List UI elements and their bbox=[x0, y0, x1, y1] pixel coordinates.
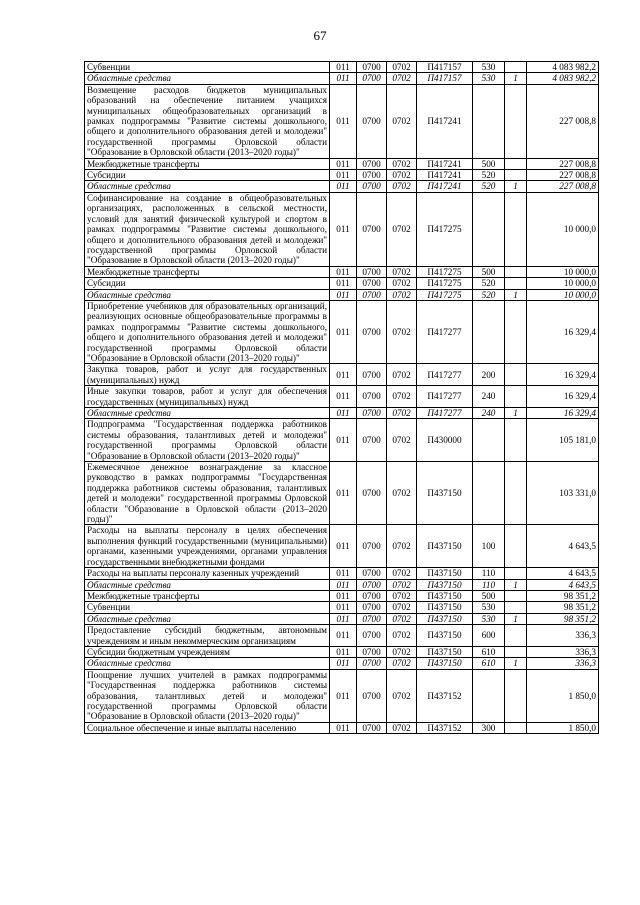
amount-cell: 4 643,5 bbox=[527, 579, 599, 590]
expense-name-cell: Субвенции bbox=[85, 602, 330, 613]
amount-cell: 4 083 982,2 bbox=[527, 73, 599, 84]
expense-name-cell: Поощрение лучших учителей в рамках подпрограммы "Государственная поддержка работников системы образования, талантливых детей и молодежи" государственной программы Орловской области "Образование в Орловской области (2013–2020 годы)" bbox=[85, 669, 330, 722]
subsection-code-cell: 0702 bbox=[387, 62, 417, 73]
target-article-cell: П437152 bbox=[417, 669, 473, 722]
expense-name-cell: Предоставление субсидий бюджетным, автономным учреждениям и иным некоммерческим организациям bbox=[85, 625, 330, 647]
amount-cell: 16 329,4 bbox=[527, 386, 599, 408]
expense-type-cell: 520 bbox=[473, 278, 505, 289]
table-row bbox=[85, 658, 599, 669]
expense-name-cell: Межбюджетные трансферты bbox=[85, 590, 330, 601]
expense-name-cell: Областные средства bbox=[85, 658, 330, 669]
expense-name-cell: Межбюджетные трансферты bbox=[85, 266, 330, 277]
expense-type-cell: 530 bbox=[473, 73, 505, 84]
ministry-code-cell: 011 bbox=[330, 568, 357, 579]
section-code-cell: 0700 bbox=[357, 73, 387, 84]
expense-type-cell: 500 bbox=[473, 266, 505, 277]
ministry-code-cell: 011 bbox=[330, 84, 357, 158]
amount-cell: 16 329,4 bbox=[527, 408, 599, 419]
table-row bbox=[85, 278, 599, 289]
expense-name-cell: Субсидии bbox=[85, 170, 330, 181]
target-article-cell: П417241 bbox=[417, 84, 473, 158]
section-code-cell: 0700 bbox=[357, 62, 387, 73]
table-row bbox=[85, 669, 599, 722]
section-code-cell: 0700 bbox=[357, 170, 387, 181]
subsection-code-cell: 0702 bbox=[387, 266, 417, 277]
amount-cell: 98 351,2 bbox=[527, 613, 599, 624]
table-row bbox=[85, 462, 599, 525]
subsection-code-cell: 0702 bbox=[387, 625, 417, 647]
funding-source-cell bbox=[505, 419, 527, 462]
target-article-cell: П437150 bbox=[417, 602, 473, 613]
amount-cell: 98 351,2 bbox=[527, 602, 599, 613]
subsection-code-cell: 0702 bbox=[387, 289, 417, 300]
expense-type-cell: 240 bbox=[473, 386, 505, 408]
expense-name-cell: Субсидии bbox=[85, 278, 330, 289]
ministry-code-cell: 011 bbox=[330, 722, 357, 733]
expense-type-cell: 110 bbox=[473, 568, 505, 579]
section-code-cell: 0700 bbox=[357, 181, 387, 192]
expense-name-cell: Областные средства bbox=[85, 408, 330, 419]
ministry-code-cell: 011 bbox=[330, 602, 357, 613]
subsection-code-cell: 0702 bbox=[387, 658, 417, 669]
ministry-code-cell: 011 bbox=[330, 646, 357, 657]
subsection-code-cell: 0702 bbox=[387, 170, 417, 181]
section-code-cell: 0700 bbox=[357, 419, 387, 462]
expense-name-cell: Софинансирование на создание в общеобразовательных организациях, расположенных в сельской местности, условий для занятий физической культурой и спортом в рамках подпрограммы "Развитие системы дошкольного, общего и дополнительного образования детей и молодежи" государственной программы Орловской области "Образование в Орловской области (2013–2020 годы)" bbox=[85, 192, 330, 266]
expense-type-cell: 520 bbox=[473, 181, 505, 192]
amount-cell: 336,3 bbox=[527, 646, 599, 657]
expense-name-cell: Расходы на выплаты персоналу казенных учреждений bbox=[85, 568, 330, 579]
section-code-cell: 0700 bbox=[357, 669, 387, 722]
ministry-code-cell: 011 bbox=[330, 300, 357, 363]
target-article-cell: П437150 bbox=[417, 525, 473, 568]
expense-type-cell: 520 bbox=[473, 289, 505, 300]
ministry-code-cell: 011 bbox=[330, 625, 357, 647]
subsection-code-cell: 0702 bbox=[387, 158, 417, 169]
target-article-cell: П437150 bbox=[417, 613, 473, 624]
expense-name-cell: Субвенции bbox=[85, 62, 330, 73]
subsection-code-cell: 0702 bbox=[387, 669, 417, 722]
expense-type-cell bbox=[473, 300, 505, 363]
expense-type-cell: 610 bbox=[473, 658, 505, 669]
ministry-code-cell: 011 bbox=[330, 419, 357, 462]
expense-type-cell bbox=[473, 192, 505, 266]
expense-name-cell: Субсидии бюджетным учреждениям bbox=[85, 646, 330, 657]
expense-name-cell: Областные средства bbox=[85, 613, 330, 624]
table-row bbox=[85, 408, 599, 419]
section-code-cell: 0700 bbox=[357, 579, 387, 590]
section-code-cell: 0700 bbox=[357, 602, 387, 613]
ministry-code-cell: 011 bbox=[330, 278, 357, 289]
subsection-code-cell: 0702 bbox=[387, 181, 417, 192]
ministry-code-cell: 011 bbox=[330, 73, 357, 84]
funding-source-cell bbox=[505, 364, 527, 386]
funding-source-cell: 1 bbox=[505, 181, 527, 192]
expense-name-cell: Подпрограмма "Государственная поддержка работников системы образования, талантливых детей и молодежи" государственной программы Орловской области "Образование в Орловской области (2013–2020 годы)" bbox=[85, 419, 330, 462]
amount-cell: 227 008,8 bbox=[527, 84, 599, 158]
table-row bbox=[85, 158, 599, 169]
ministry-code-cell: 011 bbox=[330, 266, 357, 277]
target-article-cell: П417275 bbox=[417, 192, 473, 266]
expense-name-cell: Областные средства bbox=[85, 289, 330, 300]
expense-name-cell: Областные средства bbox=[85, 579, 330, 590]
target-article-cell: П437150 bbox=[417, 462, 473, 525]
table-row bbox=[85, 419, 599, 462]
funding-source-cell bbox=[505, 170, 527, 181]
amount-cell: 105 181,0 bbox=[527, 419, 599, 462]
expense-type-cell: 500 bbox=[473, 590, 505, 601]
funding-source-cell: 1 bbox=[505, 408, 527, 419]
subsection-code-cell: 0702 bbox=[387, 419, 417, 462]
funding-source-cell bbox=[505, 590, 527, 601]
section-code-cell: 0700 bbox=[357, 158, 387, 169]
table-row bbox=[85, 602, 599, 613]
target-article-cell: П417277 bbox=[417, 408, 473, 419]
amount-cell: 16 329,4 bbox=[527, 364, 599, 386]
table-row bbox=[85, 625, 599, 647]
subsection-code-cell: 0702 bbox=[387, 192, 417, 266]
amount-cell: 103 331,0 bbox=[527, 462, 599, 525]
expense-name-cell: Областные средства bbox=[85, 73, 330, 84]
expense-name-cell: Областные средства bbox=[85, 181, 330, 192]
expense-type-cell bbox=[473, 84, 505, 158]
target-article-cell: П417275 bbox=[417, 289, 473, 300]
table-row bbox=[85, 266, 599, 277]
amount-cell: 336,3 bbox=[527, 625, 599, 647]
expense-type-cell: 520 bbox=[473, 170, 505, 181]
target-article-cell: П417157 bbox=[417, 73, 473, 84]
target-article-cell: П417241 bbox=[417, 181, 473, 192]
subsection-code-cell: 0702 bbox=[387, 462, 417, 525]
funding-source-cell bbox=[505, 278, 527, 289]
ministry-code-cell: 011 bbox=[330, 386, 357, 408]
table-row bbox=[85, 525, 599, 568]
subsection-code-cell: 0702 bbox=[387, 525, 417, 568]
table-row bbox=[85, 579, 599, 590]
subsection-code-cell: 0702 bbox=[387, 73, 417, 84]
table-row bbox=[85, 170, 599, 181]
ministry-code-cell: 011 bbox=[330, 158, 357, 169]
subsection-code-cell: 0702 bbox=[387, 408, 417, 419]
ministry-code-cell: 011 bbox=[330, 408, 357, 419]
section-code-cell: 0700 bbox=[357, 192, 387, 266]
amount-cell: 10 000,0 bbox=[527, 266, 599, 277]
amount-cell: 227 008,8 bbox=[527, 170, 599, 181]
section-code-cell: 0700 bbox=[357, 462, 387, 525]
target-article-cell: П437150 bbox=[417, 658, 473, 669]
budget-table bbox=[84, 61, 599, 734]
funding-source-cell bbox=[505, 625, 527, 647]
target-article-cell: П430000 bbox=[417, 419, 473, 462]
expense-type-cell: 240 bbox=[473, 408, 505, 419]
table-row bbox=[85, 613, 599, 624]
expense-name-cell: Закупка товаров, работ и услуг для государственных (муниципальных) нужд bbox=[85, 364, 330, 386]
target-article-cell: П437150 bbox=[417, 568, 473, 579]
expense-type-cell: 530 bbox=[473, 613, 505, 624]
funding-source-cell bbox=[505, 192, 527, 266]
table-row bbox=[85, 300, 599, 363]
target-article-cell: П417241 bbox=[417, 170, 473, 181]
table-row bbox=[85, 568, 599, 579]
funding-source-cell bbox=[505, 669, 527, 722]
target-article-cell: П417157 bbox=[417, 62, 473, 73]
expense-type-cell bbox=[473, 419, 505, 462]
funding-source-cell bbox=[505, 62, 527, 73]
funding-source-cell bbox=[505, 386, 527, 408]
expense-type-cell: 300 bbox=[473, 722, 505, 733]
section-code-cell: 0700 bbox=[357, 568, 387, 579]
funding-source-cell bbox=[505, 722, 527, 733]
target-article-cell: П417277 bbox=[417, 386, 473, 408]
funding-source-cell: 1 bbox=[505, 658, 527, 669]
subsection-code-cell: 0702 bbox=[387, 722, 417, 733]
section-code-cell: 0700 bbox=[357, 300, 387, 363]
expense-type-cell: 530 bbox=[473, 62, 505, 73]
ministry-code-cell: 011 bbox=[330, 462, 357, 525]
target-article-cell: П417275 bbox=[417, 266, 473, 277]
subsection-code-cell: 0702 bbox=[387, 364, 417, 386]
funding-source-cell bbox=[505, 568, 527, 579]
target-article-cell: П417277 bbox=[417, 364, 473, 386]
expense-type-cell: 500 bbox=[473, 158, 505, 169]
subsection-code-cell: 0702 bbox=[387, 613, 417, 624]
table-row bbox=[85, 62, 599, 73]
funding-source-cell: 1 bbox=[505, 289, 527, 300]
amount-cell: 4 083 982,2 bbox=[527, 62, 599, 73]
amount-cell: 98 351,2 bbox=[527, 590, 599, 601]
subsection-code-cell: 0702 bbox=[387, 84, 417, 158]
expense-name-cell: Иные закупки товаров, работ и услуг для обеспечения государственных (муниципальных) нужд bbox=[85, 386, 330, 408]
target-article-cell: П417241 bbox=[417, 158, 473, 169]
ministry-code-cell: 011 bbox=[330, 613, 357, 624]
table-row bbox=[85, 181, 599, 192]
expense-type-cell: 200 bbox=[473, 364, 505, 386]
expense-name-cell: Ежемесячное денежное вознаграждение за классное руководство в рамках подпрограммы "Государственная поддержка работников системы образования, талантливых детей и молодежи" государственной программы Орловской области "Образование в Орловской области (2013–2020 годы)" bbox=[85, 462, 330, 525]
amount-cell: 227 008,8 bbox=[527, 181, 599, 192]
ministry-code-cell: 011 bbox=[330, 658, 357, 669]
ministry-code-cell: 011 bbox=[330, 364, 357, 386]
subsection-code-cell: 0702 bbox=[387, 300, 417, 363]
target-article-cell: П437150 bbox=[417, 590, 473, 601]
ministry-code-cell: 011 bbox=[330, 289, 357, 300]
amount-cell: 10 000,0 bbox=[527, 278, 599, 289]
subsection-code-cell: 0702 bbox=[387, 579, 417, 590]
table-row bbox=[85, 590, 599, 601]
table-row bbox=[85, 73, 599, 84]
section-code-cell: 0700 bbox=[357, 722, 387, 733]
target-article-cell: П437150 bbox=[417, 646, 473, 657]
table-row bbox=[85, 364, 599, 386]
subsection-code-cell: 0702 bbox=[387, 278, 417, 289]
table-row bbox=[85, 386, 599, 408]
funding-source-cell bbox=[505, 602, 527, 613]
section-code-cell: 0700 bbox=[357, 646, 387, 657]
expense-name-cell: Возмещение расходов бюджетов муниципальных образований на обеспечение питанием учащихся муниципальных общеобразовательных организаций в рамках подпрограммы "Развитие системы дошкольного, общего и дополнительного образования детей и молодежи" государственной программы Орловской области "Образование в Орловской области (2013–2020 годы)" bbox=[85, 84, 330, 158]
expense-type-cell: 610 bbox=[473, 646, 505, 657]
expense-name-cell: Межбюджетные трансферты bbox=[85, 158, 330, 169]
expense-type-cell: 100 bbox=[473, 525, 505, 568]
section-code-cell: 0700 bbox=[357, 278, 387, 289]
expense-name-cell: Приобретение учебников для образовательных организаций, реализующих основные общеобразовательные программы в рамках подпрограммы "Развитие системы дошкольного, общего и дополнительного образования детей и молодежи" государственной программы Орловской области "Образование в Орловской области (2013–2020 годы)" bbox=[85, 300, 330, 363]
funding-source-cell bbox=[505, 300, 527, 363]
table-row bbox=[85, 289, 599, 300]
section-code-cell: 0700 bbox=[357, 525, 387, 568]
ministry-code-cell: 011 bbox=[330, 590, 357, 601]
section-code-cell: 0700 bbox=[357, 625, 387, 647]
amount-cell: 336,3 bbox=[527, 658, 599, 669]
target-article-cell: П437150 bbox=[417, 625, 473, 647]
ministry-code-cell: 011 bbox=[330, 192, 357, 266]
funding-source-cell bbox=[505, 525, 527, 568]
amount-cell: 1 850,0 bbox=[527, 722, 599, 733]
funding-source-cell bbox=[505, 84, 527, 158]
expense-type-cell bbox=[473, 462, 505, 525]
table-row bbox=[85, 722, 599, 733]
subsection-code-cell: 0702 bbox=[387, 590, 417, 601]
amount-cell: 16 329,4 bbox=[527, 300, 599, 363]
section-code-cell: 0700 bbox=[357, 289, 387, 300]
ministry-code-cell: 011 bbox=[330, 170, 357, 181]
funding-source-cell: 1 bbox=[505, 613, 527, 624]
expense-type-cell bbox=[473, 669, 505, 722]
expense-type-cell: 530 bbox=[473, 602, 505, 613]
funding-source-cell bbox=[505, 646, 527, 657]
section-code-cell: 0700 bbox=[357, 266, 387, 277]
amount-cell: 1 850,0 bbox=[527, 669, 599, 722]
section-code-cell: 0700 bbox=[357, 364, 387, 386]
subsection-code-cell: 0702 bbox=[387, 646, 417, 657]
expense-name-cell: Расходы на выплаты персоналу в целях обеспечения выполнения функций государственными (муниципальными) органами, казенными учреждениями, органами управления государственными внебюджетными фондами bbox=[85, 525, 330, 568]
expense-type-cell: 110 bbox=[473, 579, 505, 590]
subsection-code-cell: 0702 bbox=[387, 386, 417, 408]
section-code-cell: 0700 bbox=[357, 386, 387, 408]
subsection-code-cell: 0702 bbox=[387, 602, 417, 613]
funding-source-cell bbox=[505, 266, 527, 277]
funding-source-cell bbox=[505, 462, 527, 525]
target-article-cell: П417277 bbox=[417, 300, 473, 363]
expense-name-cell: Социальное обеспечение и иные выплаты населению bbox=[85, 722, 330, 733]
ministry-code-cell: 011 bbox=[330, 669, 357, 722]
amount-cell: 227 008,8 bbox=[527, 158, 599, 169]
section-code-cell: 0700 bbox=[357, 408, 387, 419]
table-row bbox=[85, 192, 599, 266]
section-code-cell: 0700 bbox=[357, 84, 387, 158]
section-code-cell: 0700 bbox=[357, 658, 387, 669]
table-row bbox=[85, 646, 599, 657]
amount-cell: 10 000,0 bbox=[527, 192, 599, 266]
funding-source-cell: 1 bbox=[505, 579, 527, 590]
amount-cell: 4 643,5 bbox=[527, 568, 599, 579]
funding-source-cell: 1 bbox=[505, 73, 527, 84]
table-row bbox=[85, 84, 599, 158]
target-article-cell: П437152 bbox=[417, 722, 473, 733]
subsection-code-cell: 0702 bbox=[387, 568, 417, 579]
ministry-code-cell: 011 bbox=[330, 62, 357, 73]
target-article-cell: П437150 bbox=[417, 579, 473, 590]
target-article-cell: П417275 bbox=[417, 278, 473, 289]
page-number: 67 bbox=[313, 28, 327, 43]
ministry-code-cell: 011 bbox=[330, 579, 357, 590]
section-code-cell: 0700 bbox=[357, 590, 387, 601]
amount-cell: 4 643,5 bbox=[527, 525, 599, 568]
expense-type-cell: 600 bbox=[473, 625, 505, 647]
ministry-code-cell: 011 bbox=[330, 525, 357, 568]
ministry-code-cell: 011 bbox=[330, 181, 357, 192]
funding-source-cell bbox=[505, 158, 527, 169]
section-code-cell: 0700 bbox=[357, 613, 387, 624]
amount-cell: 10 000,0 bbox=[527, 289, 599, 300]
